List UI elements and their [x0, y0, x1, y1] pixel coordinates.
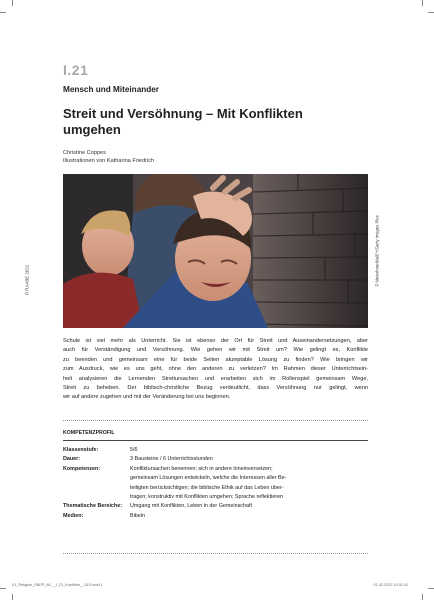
profile-row-grade — [63, 446, 368, 455]
crop-mark — [422, 0, 423, 6]
intro-line: Streit zu beheben. Der biblisch-christliche Bezug verdeutlicht, dass Versöhnung nur gelingt, wenn — [63, 385, 368, 392]
illustrator-credit: Illustrationen von Katharina Friedrich — [63, 158, 155, 164]
profile-value: 5/6 — [130, 447, 138, 453]
page-title — [63, 106, 363, 138]
profile-row-topics — [63, 502, 368, 511]
title-line: umgehen — [63, 122, 121, 137]
competence-profile — [63, 446, 368, 521]
profile-label: Klassenstufe: — [63, 447, 99, 453]
copyright-text: © RAABE 2022 — [24, 264, 30, 296]
cover-photo-illustration — [63, 174, 368, 328]
crop-mark — [428, 588, 434, 589]
intro-paragraph — [63, 337, 368, 403]
unit-number: I.21 — [63, 62, 89, 78]
intro-line: auch für Verständigung und Versöhnung. Wie gehen wir mit Streit um? Wie gelingt es, Konflikte — [63, 347, 368, 354]
profile-value: Konfliktursachen benennen; sich in andere hineinversetzen; — [130, 465, 273, 472]
divider — [63, 440, 368, 441]
profile-row-competences — [63, 465, 368, 503]
divider — [63, 553, 368, 554]
profile-heading: KOMPETENZPROFIL — [63, 430, 115, 436]
profile-label: Dauer: — [63, 456, 81, 463]
copyright-note — [22, 240, 32, 320]
photo-credit-text: © Meterhoenkla/E+/Getty Images Plus — [374, 215, 380, 287]
profile-value: gemeinsam Lösungen entwickeln, welche die Interessen aller Be- — [130, 475, 287, 482]
print-slug-date: 01.02.2022 10:31:11 — [373, 583, 408, 587]
divider — [63, 420, 368, 421]
profile-value: 3 Bausteine / 6 Unterrichtsstunden — [130, 456, 213, 463]
profile-label: Kompetenzen: — [63, 465, 101, 472]
author-name: Christine Coppes — [63, 150, 106, 156]
intro-line: zum Ausdruck, wie es uns geht, ohne den anderen zu verletzen? Im Rahmen dieser Unterrichtsein- — [63, 366, 368, 373]
intro-line: heit analysieren die Lernenden Streitursachen und erarbeiten sich im Rollenspiel gemeinsam Wege, — [63, 375, 368, 382]
crop-mark — [12, 0, 13, 6]
profile-row-media — [63, 512, 368, 521]
crop-mark — [428, 12, 434, 13]
topic-heading: Mensch und Miteinander — [63, 85, 159, 94]
crop-mark — [12, 594, 13, 600]
photo-credit — [372, 174, 382, 328]
intro-line: wir auf andere zugehen und mit der Veränderung bei uns beginnen. — [63, 394, 231, 401]
profile-row-duration — [63, 455, 368, 464]
profile-label: Medien: — [63, 512, 84, 519]
title-line: Streit und Versöhnung – Mit Konflikten — [63, 106, 303, 121]
profile-label: Thematische Bereiche: — [63, 503, 123, 510]
crop-mark — [0, 12, 6, 13]
profile-value: Bibeln — [130, 512, 145, 519]
profile-value: Umgang mit Konflikten, Leben in der Gemeinschaft — [130, 503, 252, 510]
intro-line: zu beenden und gemeinsam eine für beide Seiten akzeptable Lösung zu finden? Wie bringen wir — [63, 356, 368, 363]
crop-mark — [0, 588, 6, 589]
print-slug-file: 01_Religion_SBEP_84_ _I_21_Konflikte__SLS.indd 1 — [12, 583, 103, 587]
cover-photo — [63, 174, 368, 328]
profile-value: teiligten berücksichtigen; die biblische Ethik auf das Leben über- — [130, 484, 284, 491]
profile-value: tragen; konstruktiv mit Konflikten umgehen; Sprache reflektieren — [130, 494, 284, 501]
crop-mark — [422, 594, 423, 600]
intro-line: Schule ist viel mehr als Unterricht. Sie ist ebenso der Ort für Streit und Auseinandersetzungen, aber — [63, 338, 368, 344]
